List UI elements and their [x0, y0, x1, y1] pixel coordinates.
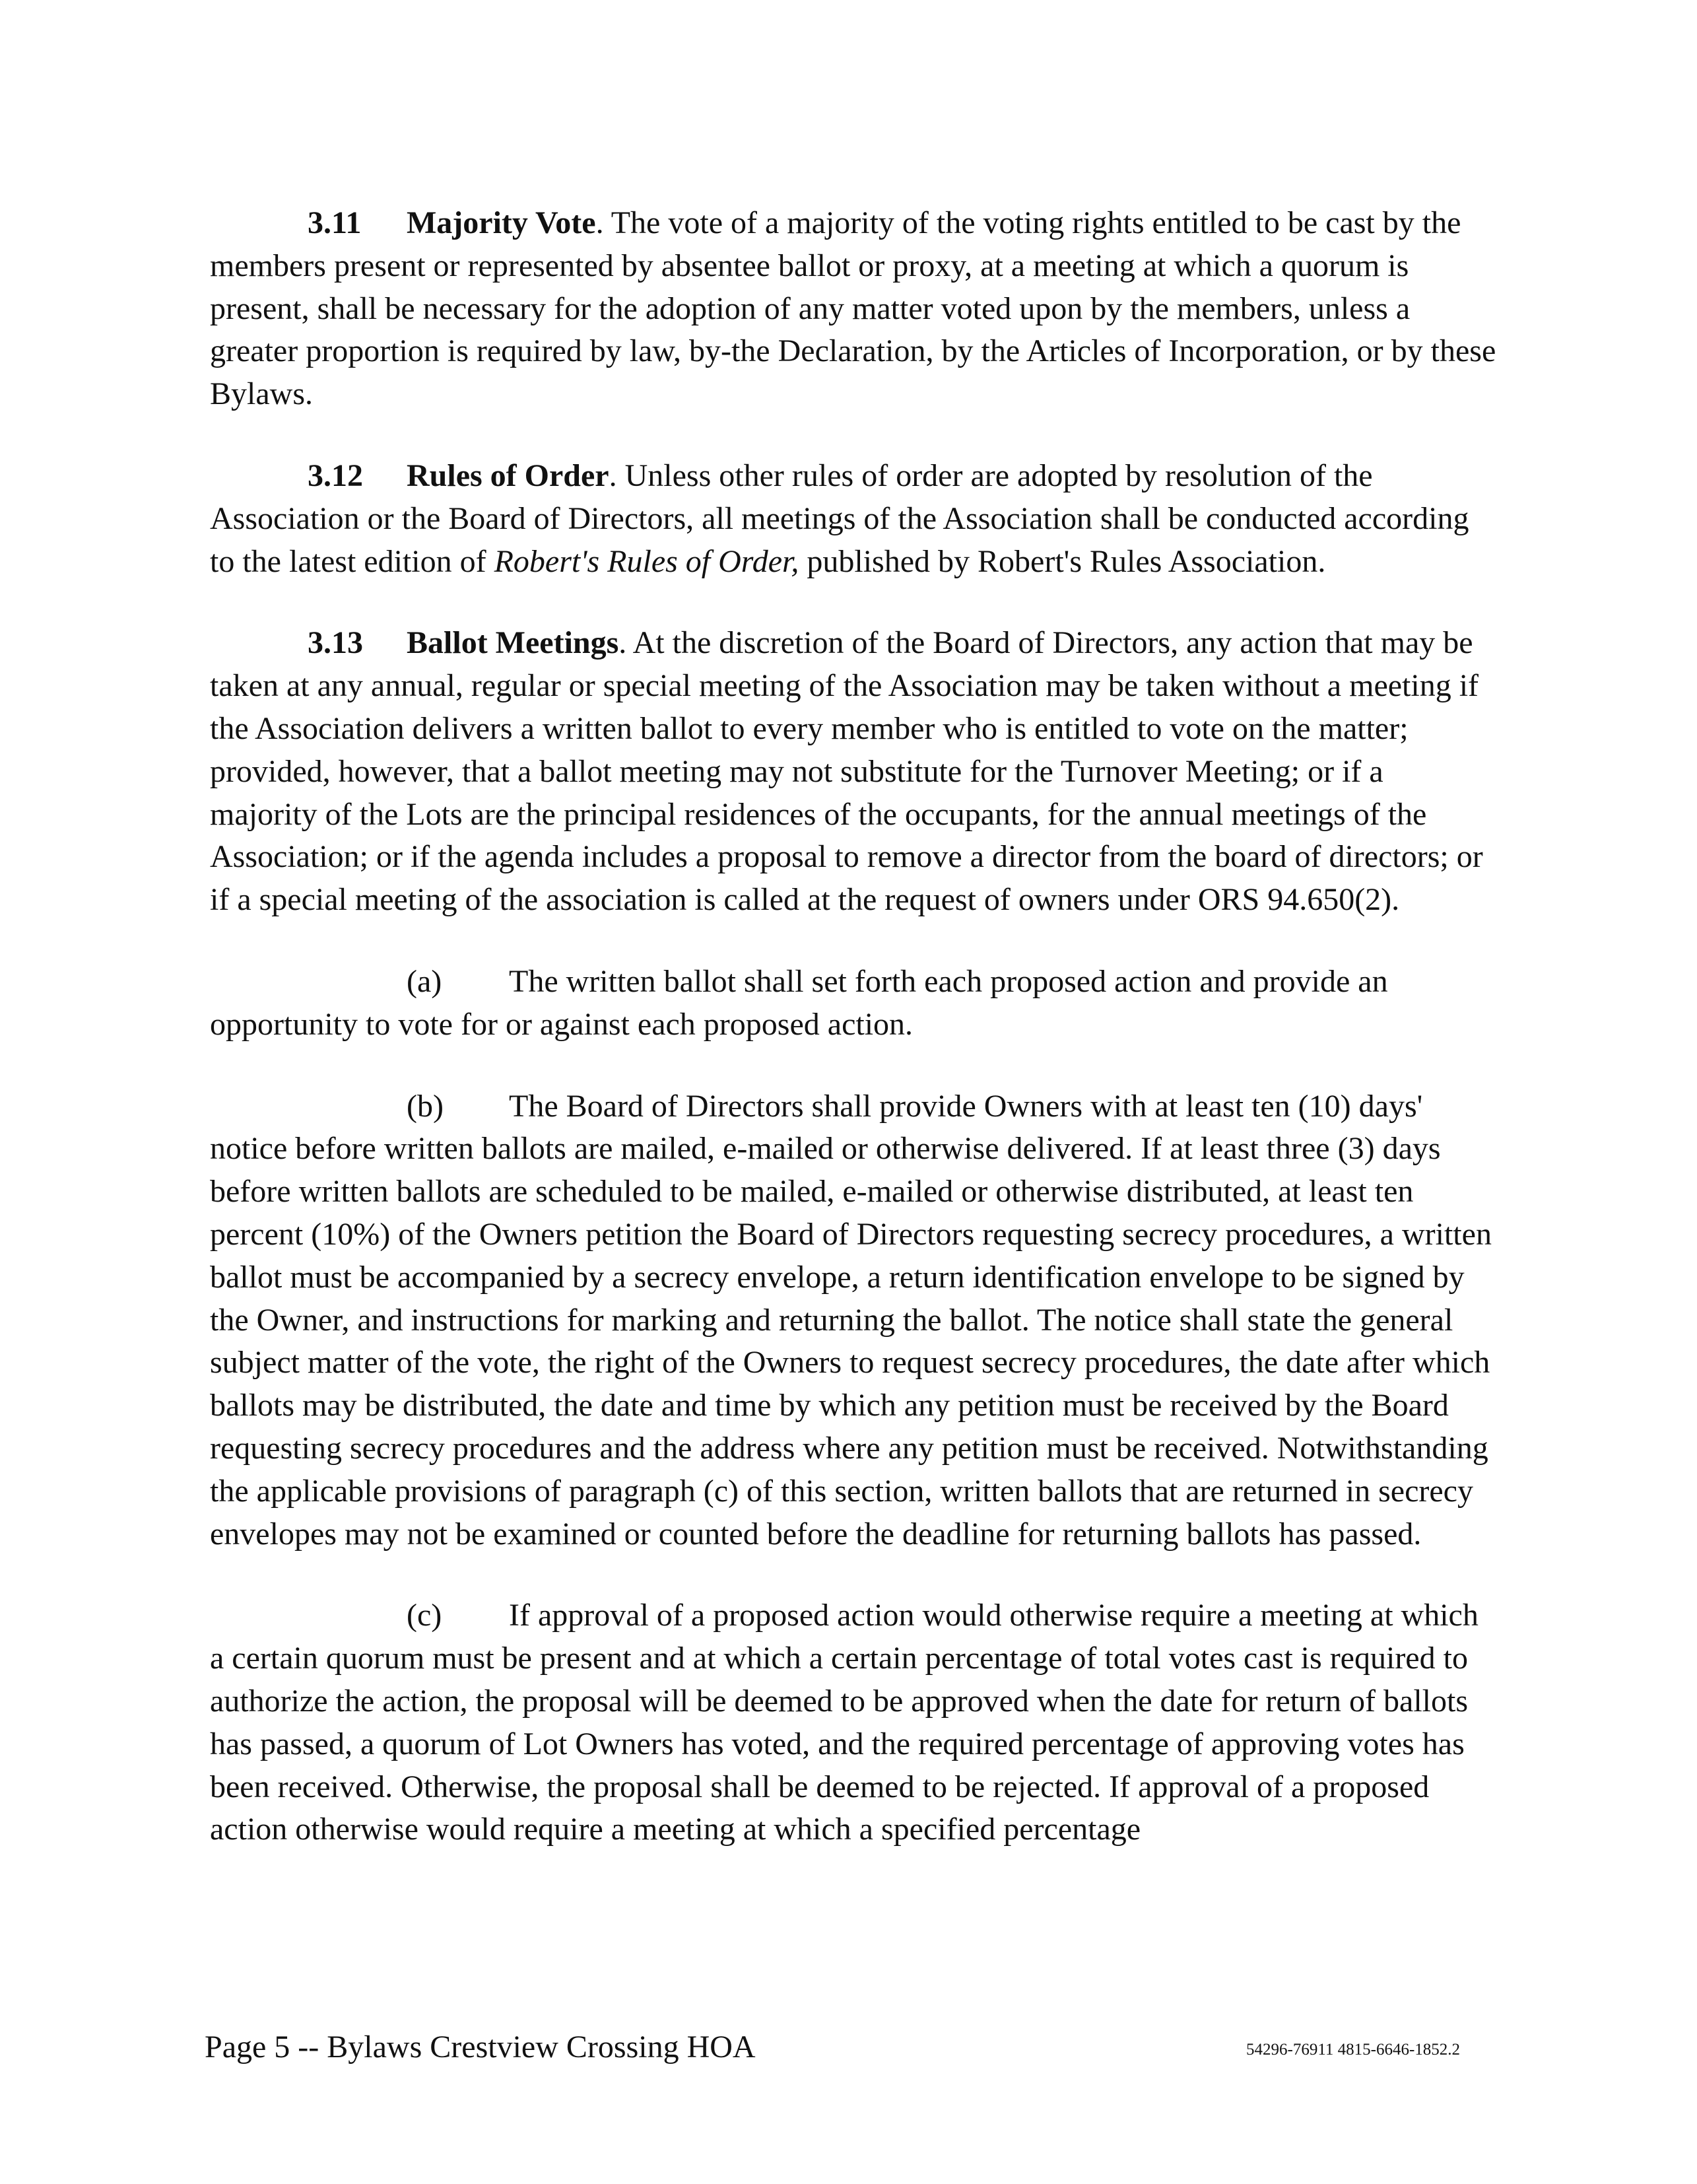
section-body: At the discretion of the Board of Directors, any action that may be taken at any annual, regular or special meeting of the Association may be taken without a meeting if the Association delivers a written ballot to every member who is entitled to vote on the matter; provided, however, that a ballot meeting may not substitute for the Turnover Meeting; or if a majority of the Lots are the principal residences of the occupants, for the annual meetings of the Association; or if the agenda includes a proposal to remove a director from the board of directors; or if a special meeting of the association is called at the request of owners under ORS 94.650(2).: [210, 625, 1483, 918]
section-body: The vote of a majority of the voting rights entitled to be cast by the members present or represented by absentee ballot or proxy, at a meeting at which a quorum is present, shall be necessary for the adoption of any matter voted upon by the members, unless a greater proportion is required by law, by-the Declaration, by the Articles of Incorporation, or by these Bylaws.: [210, 205, 1496, 412]
section-3-12: 3.12 Rules of Order. Unless other rules of order are adopted by resolution of the Association or the Board of Directors, all meetings of the Association shall be conducted according to the latest edition of Robert's Rules of Order, published by Robert's Rules Association.: [210, 455, 1497, 583]
section-heading: Rules of Order: [407, 458, 609, 493]
subsection-letter: (c): [407, 1598, 442, 1633]
subsection-text: The written ballot shall set forth each proposed action and provide an opportunity to vote for or against each proposed action.: [210, 963, 1388, 1042]
section-number: 3.11: [308, 205, 362, 240]
footer-page-label: Page 5 -- Bylaws Crestview Crossing HOA: [205, 2030, 756, 2065]
section-3-11: 3.11 Majority Vote. The vote of a majority of the voting rights entitled to be cast by the members present or represented by absentee ballot or proxy, at a meeting at which a quorum is present, shall be necessary for the adoption of any matter voted upon by the members, unless a greater proportion is required by law, by-the Declaration, by the Articles of Incorporation, or by these Bylaws.: [210, 202, 1497, 416]
page-body: [210, 202, 1497, 1890]
subsection-letter: (b): [407, 1088, 444, 1124]
section-heading: Ballot Meetings: [407, 625, 619, 661]
subsection-letter: (a): [407, 963, 442, 999]
section-3-13: 3.13 Ballot Meetings. At the discretion of the Board of Directors, any action that may be taken at any annual, regular or special meeting of the Association may be taken without a meeting if the Association delivers a written ballot to every member who is entitled to vote on the matter; provided, however, that a ballot meeting may not substitute for the Turnover Meeting; or if a majority of the Lots are the principal residences of the occupants, for the annual meetings of the Association; or if the agenda includes a proposal to remove a director from the board of directors; or if a special meeting of the association is called at the request of owners under ORS 94.650(2).: [210, 622, 1497, 922]
footer-doc-id: 54296-76911 4815-6646-1852.2: [1246, 2041, 1461, 2059]
section-number: 3.12: [308, 458, 363, 493]
subsection-a: [210, 961, 1497, 1046]
subsection-text: The Board of Directors shall provide Owners with at least ten (10) days' notice before written ballots are mailed, e-mailed or otherwise delivered. If at least three (3) days before written ballots are scheduled to be mailed, e-mailed or otherwise distributed, at least ten percent (10%) of the Owners petition the Board of Directors requesting secrecy procedures, a written ballot must be accompanied by a secrecy envelope, a return identification envelope to be signed by the Owner, and instructions for marking and returning the ballot. The notice shall state the general subject matter of the vote, the right of the Owners to request secrecy procedures, the date after which ballots may be distributed, the date and time by which any petition must be received by the Board requesting secrecy procedures and the address where any petition must be received. Notwithstanding the applicable provisions of paragraph (c) of this section, written ballots that are returned in secrecy envelopes may not be examined or counted before the deadline for returning ballots has passed.: [210, 1088, 1492, 1552]
italic-title: Robert's Rules of Order,: [494, 543, 799, 579]
subsection-c: [210, 1594, 1497, 1851]
section-heading: Majority Vote: [407, 205, 596, 240]
subsection-b: [210, 1085, 1497, 1556]
section-number: 3.13: [308, 625, 363, 661]
section-body-end: published by Robert's Rules Association.: [799, 543, 1326, 579]
subsection-text: If approval of a proposed action would otherwise require a meeting at which a certain quorum must be present and at which a certain percentage of total votes cast is required to authorize the action, the proposal will be deemed to be approved when the date for return of ballots has passed, a quorum of Lot Owners has voted, and the required percentage of approving votes has been received. Otherwise, the proposal shall be deemed to be rejected. If approval of a proposed action otherwise would require a meeting at which a specified percentage: [210, 1598, 1479, 1847]
section-body: Unless other rules of order are adopted by resolution of the Association or the Board of Directors, all meetings of the Association shall be conducted according to the latest edition of: [210, 458, 1469, 579]
